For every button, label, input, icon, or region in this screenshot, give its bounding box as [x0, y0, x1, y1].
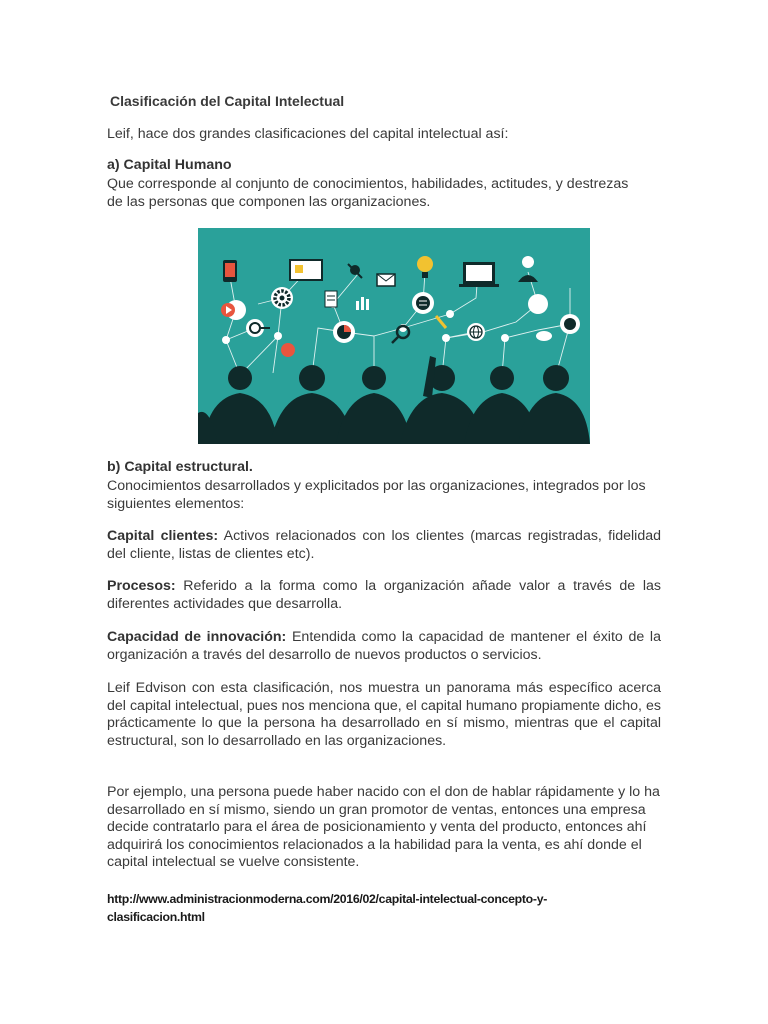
section-b-heading: b) Capital estructural.	[107, 459, 253, 475]
item-text: Activos relacionados con los clientes (marcas registradas, fidelidad del cliente, listas de clientes etc).	[107, 528, 661, 562]
item-label: Capital clientes:	[107, 528, 219, 544]
section-a-text-line1: Que corresponde al conjunto de conocimientos, habilidades, actitudes, y destrezas	[107, 176, 629, 192]
item-label: Capacidad de innovación:	[107, 629, 287, 645]
paragraph-edvison: Leif Edvison con esta clasificación, nos muestra un panorama más específico acerca del capital intelectual, pues nos menciona que, el capital humano propiamente dicho, es prácticamente lo que la persona ha desarrollado en sí mismo, mientras que el capital estructural, son lo desarrollado en las organizaciones.	[107, 680, 661, 749]
capital-humano-illustration	[198, 228, 590, 444]
mail-icon	[377, 274, 395, 286]
item-procesos	[107, 578, 661, 613]
document-icon	[325, 291, 337, 307]
section-a-heading: a) Capital Humano	[107, 157, 232, 173]
phone-icon	[223, 260, 237, 282]
laptop-icon	[459, 262, 499, 287]
section-a-text-line2: de las personas que componen las organizaciones.	[107, 194, 431, 210]
paragraph-ejemplo: Por ejemplo, una persona puede haber nacido con el don de hablar rápidamente y lo ha desarrollado en sí mismo, siendo un gran promotor de ventas, entonces una empresa decide contratarlo para el área de posicionamiento y venta del producto, entonces ahí adquirirá los conocimientos relacionados a la habilidad para la venta, es ahí donde el capital intelectual se vuelve consistente.	[107, 784, 660, 871]
map-pin-icon	[281, 343, 295, 357]
document-title: Clasificación del Capital Intelectual	[110, 93, 345, 109]
section-b-text: Conocimientos desarrollados y explicitados por las organizaciones, integrados por los siguientes elementos:	[107, 478, 646, 512]
item-text: Referido a la forma como la organización añade valor a través de las diferentes actividades que desarrolla.	[107, 578, 661, 612]
item-text: Entendida como la capacidad de mantener el éxito de la organización a través del desarrollo de nuevos productos o servicios.	[107, 629, 661, 663]
item-label: Procesos:	[107, 578, 176, 594]
item-capacidad-innovacion	[107, 629, 661, 664]
pie-chart-icon	[337, 325, 351, 339]
source-link[interactable]: http://www.administracionmoderna.com/2016/02/capital-intelectual-concepto-y-clasificacion.html	[107, 892, 548, 924]
play-icon	[221, 303, 235, 317]
intro-paragraph: Leif, hace dos grandes clasificaciones del capital intelectual así:	[107, 126, 509, 142]
item-capital-clientes	[107, 528, 661, 563]
chat-icon	[416, 296, 430, 310]
monitor-icon	[290, 260, 322, 280]
